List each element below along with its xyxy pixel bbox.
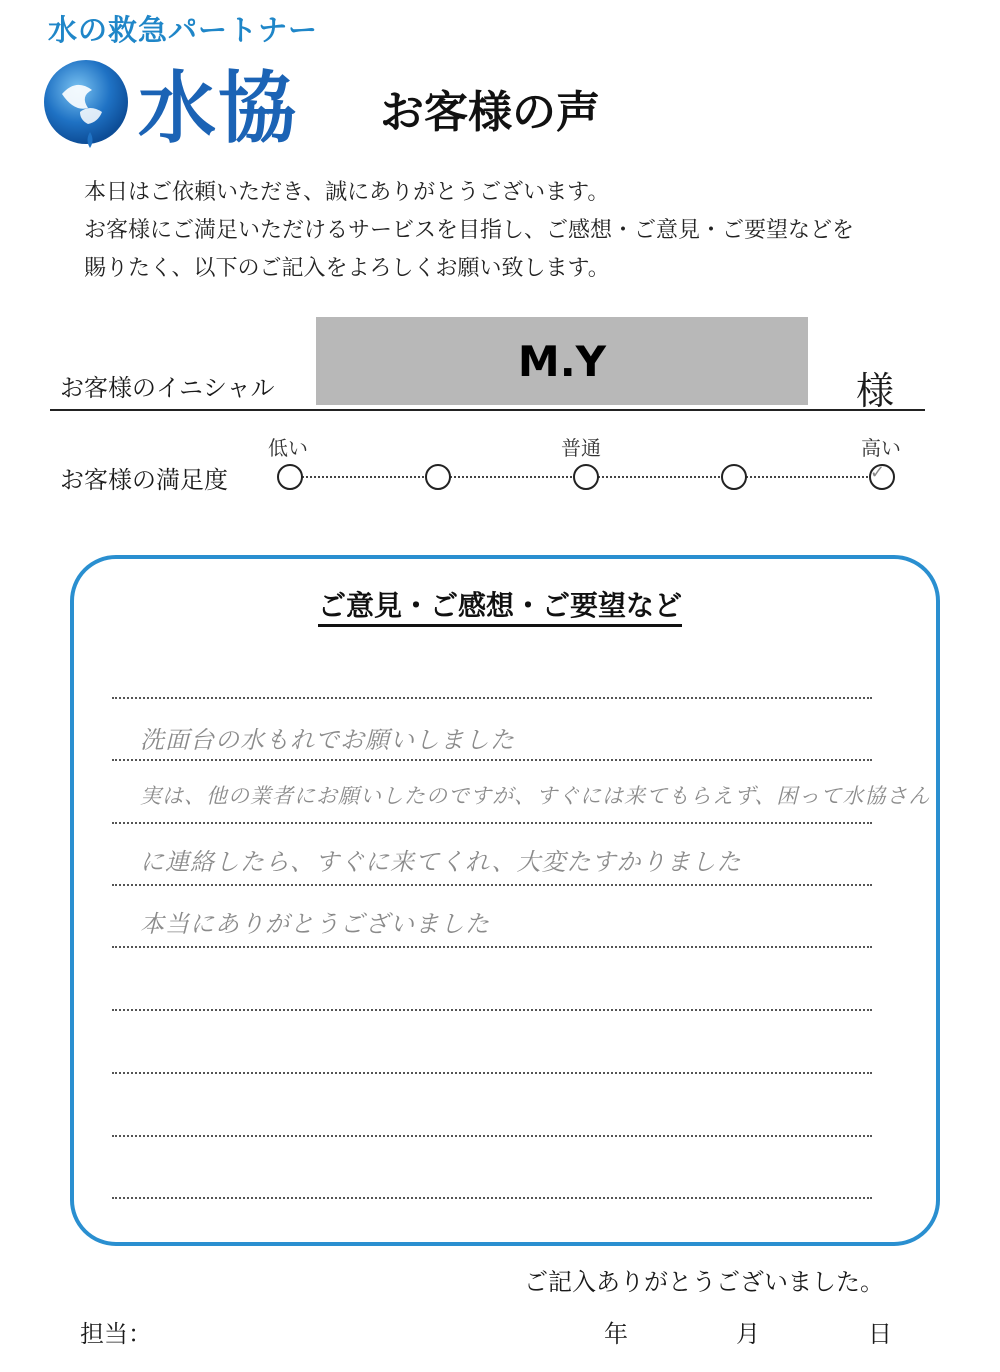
- writing-line: [112, 884, 872, 886]
- tagline: 水の救急パートナー: [48, 13, 319, 47]
- divider: [50, 409, 925, 411]
- writing-line: [112, 822, 872, 824]
- comment-line: 洗面台の水もれでお願いしました: [140, 726, 515, 754]
- scale-mid-label: 普通: [561, 436, 601, 460]
- logo: [40, 52, 340, 162]
- comment-line: 実は、他の業者にお願いしたのですが、すぐには来てもらえず、困って水協さん: [140, 784, 931, 808]
- satisfaction-label: お客様の満足度: [60, 466, 228, 494]
- satisfaction-option-2[interactable]: [425, 464, 451, 490]
- scale-high-label: 高い: [861, 436, 901, 460]
- year-label: 年: [604, 1320, 628, 1348]
- check-mark-icon: ✓: [870, 462, 886, 483]
- honorific: 様: [856, 369, 895, 413]
- writing-line: [112, 1135, 872, 1137]
- scale-dots: [450, 476, 572, 478]
- intro-line: 賜りたく、以下のご記入をよろしくお願い致します。: [84, 256, 610, 281]
- comments-title: ご意見・ご感想・ご要望など: [0, 584, 1000, 624]
- writing-line: [112, 946, 872, 948]
- scale-dots: [746, 476, 868, 478]
- writing-line: [112, 1009, 872, 1011]
- scale-dots: [302, 476, 424, 478]
- comment-line: に連絡したら、すぐに来てくれ、大変たすかりました: [140, 848, 742, 876]
- writing-line: [112, 759, 872, 761]
- intro-text: [84, 174, 854, 288]
- writing-line: [112, 1072, 872, 1074]
- day-label: 日: [868, 1320, 892, 1348]
- month-label: 月: [736, 1320, 760, 1348]
- intro-line: 本日はご依頼いただき、誠にありがとうございます。: [84, 180, 610, 205]
- comment-line: 本当にありがとうございました: [140, 910, 490, 938]
- logo-text: 水協: [138, 63, 299, 154]
- scale-dots: [598, 476, 720, 478]
- scale-low-label: 低い: [268, 436, 308, 460]
- page-title: お客様の声: [380, 87, 600, 138]
- writing-line: [112, 1197, 872, 1199]
- initial-field[interactable]: [316, 317, 808, 405]
- comments-card: [70, 555, 940, 1246]
- initial-value: M.Y: [517, 337, 607, 386]
- satisfaction-option-3[interactable]: [573, 464, 599, 490]
- intro-line: お客様にご満足いただけるサービスを目指し、ご感想・ご意見・ご要望などを: [84, 218, 855, 243]
- thanks-text: ご記入ありがとうございました。: [524, 1268, 884, 1296]
- writing-line: [112, 697, 872, 699]
- satisfaction-option-1[interactable]: [277, 464, 303, 490]
- water-drop-logo-icon: [40, 54, 136, 154]
- satisfaction-option-4[interactable]: [721, 464, 747, 490]
- initial-label: お客様のイニシャル: [60, 374, 275, 402]
- staff-label: 担当：: [80, 1320, 152, 1348]
